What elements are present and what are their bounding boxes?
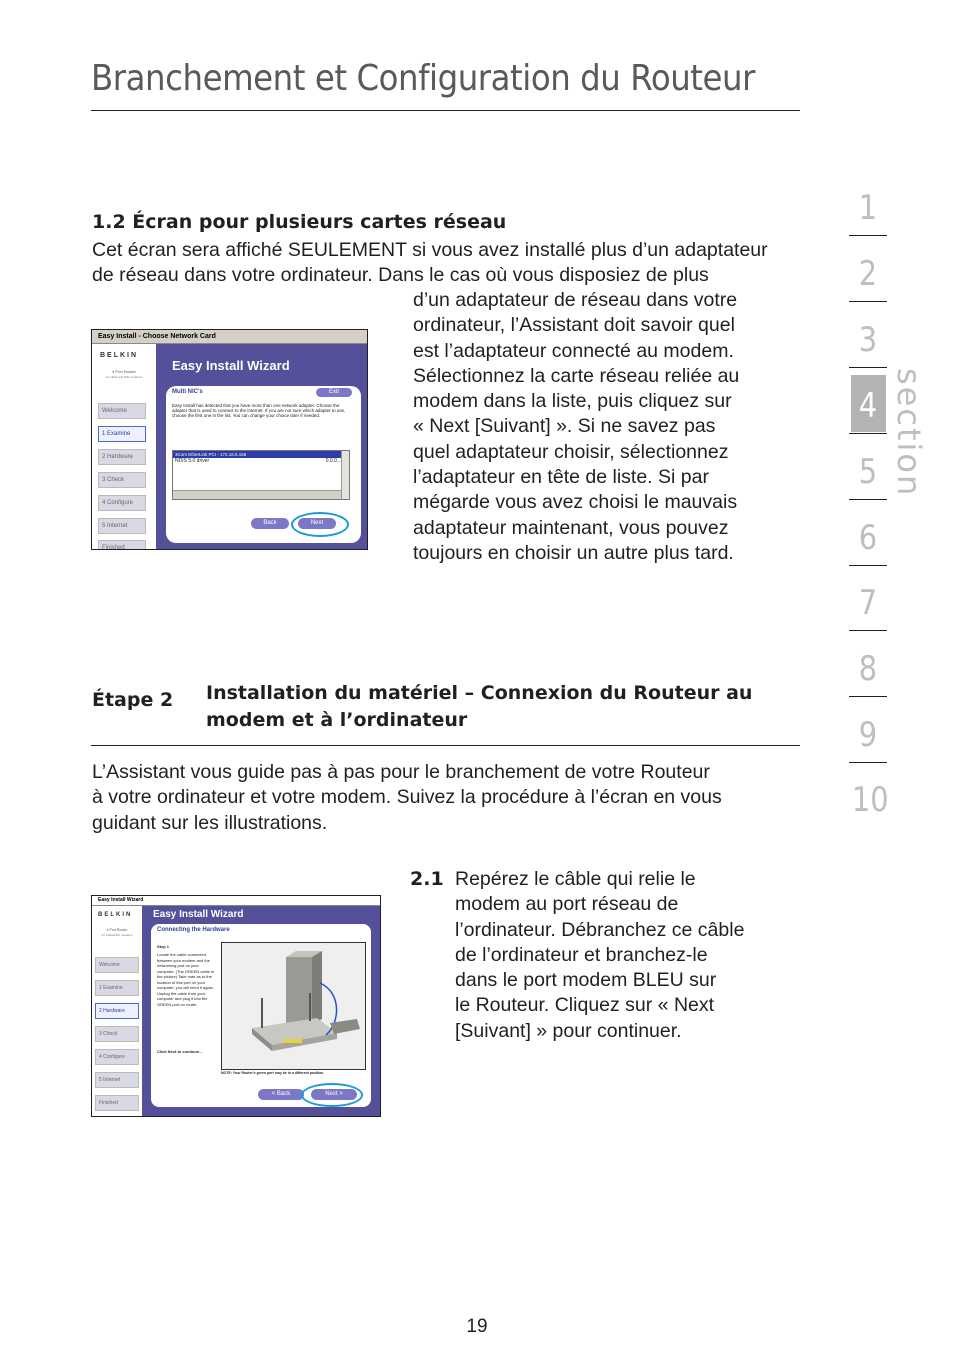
step-check: 3 Check: [95, 1026, 139, 1042]
window-title: Easy Install - Choose Network Card: [92, 330, 367, 344]
adapter-list-row[interactable]: 3Com EtherLink PCI - 172.16.5.155: [173, 451, 349, 458]
brand-sub2: for cable and DSL modems: [105, 375, 143, 379]
screenshot-connecting-hardware: [91, 895, 381, 1117]
list-vertical-scrollbar[interactable]: [341, 451, 349, 499]
section-heading-1-2: 1.2 Écran pour plusieurs cartes réseau: [92, 211, 507, 233]
step-hardware: 2 Hardware: [98, 449, 146, 465]
section-nav-item-3: 3: [858, 320, 878, 360]
page-title: Branchement et Configuration du Routeur: [91, 58, 755, 99]
adapter-list[interactable]: [172, 450, 350, 500]
wizard-title: Easy Install Wizard: [153, 909, 244, 920]
substep-paragraph: Repérez le câble qui relie le modem au port réseau de l’ordinateur. Débranchez ce câble de l’ordinateur et branchez-le dans le port modem BLEU sur le Routeur. Cliquez sur « Next [Suivant] » pour continuer.: [455, 868, 745, 1042]
panel-message: Easy Install has detected that you have more than one network adapter. Choose the adapter that is used to connect to the Internet. If you are not sure which adapter to use, choose the first one in the list. You can change your choice later if needed.: [172, 403, 346, 418]
paragraph-1-2-body: d’un adaptateur de réseau dans votre ordinateur, l’Assistant doit savoir quel est l’adaptateur connecté au modem. Sélectionnez la carte réseau reliée au modem dans la liste, puis cliquez sur « Next [Suivant] ». Si ne savez pas quel adaptateur choisir, sélectionnez l’adaptateur en tête de liste. Si par mégarde vous avez choisi le mauvais adaptateur maintenant, vous pouvez toujours en choisir un autre plus tard.: [413, 289, 740, 564]
section-nav-divider: [849, 565, 887, 566]
step-configure: 4 Configure: [98, 495, 146, 511]
step-configure: 4 Configure: [95, 1049, 139, 1065]
step-heading: Installation du matériel – Connexion du Routeur au modem et à l’ordinateur: [206, 682, 753, 731]
step-label: Étape 2: [92, 689, 174, 711]
section-nav-item-1: 1: [858, 188, 878, 228]
step-examine: 1 Examine: [95, 980, 139, 996]
brand-sub2: for Cable/DSL modems: [101, 933, 133, 937]
wizard-main: [156, 344, 367, 549]
step-title: Step 1: [157, 944, 170, 949]
highlight-circle: [301, 1083, 363, 1107]
section-nav-item-10: 10: [851, 780, 889, 820]
page-number: 19: [466, 1316, 488, 1337]
step-rule: [91, 745, 800, 746]
section-nav-item-6: 6: [858, 518, 878, 558]
step-finished: Finished: [98, 540, 146, 550]
belkin-logo: BELKIN: [98, 912, 133, 918]
step-paragraph: L’Assistant vous guide pas à pas pour le branchement de votre Routeur à votre ordinateur et votre modem. Suivez la procédure à l’écran en vous guidant sur les illustrations.: [92, 761, 722, 834]
panel-title: Connecting the Hardware: [157, 927, 230, 933]
back-button[interactable]: Back: [251, 518, 289, 529]
list-horizontal-scrollbar[interactable]: [173, 490, 349, 499]
window-title: Easy Install Wizard: [92, 896, 380, 906]
step-finished: Finished: [95, 1095, 139, 1111]
highlight-circle: [291, 512, 349, 537]
step-welcome: Welcome: [98, 403, 146, 419]
click-next-hint: Click Next to continue...: [157, 1049, 203, 1054]
step-internet: 5 Internet: [98, 518, 146, 534]
computer-tower: [286, 957, 312, 1025]
adapter-value: 0.0.0...: [325, 458, 341, 464]
step-examine: 1 Examine: [98, 426, 146, 442]
wizard-panel: [151, 924, 371, 1107]
adapter-name: NDIS 5.0 driver: [175, 458, 210, 464]
step-welcome: Welcome: [95, 957, 139, 973]
wizard-sidebar: [92, 906, 142, 1116]
exit-button[interactable]: Exit: [316, 388, 352, 397]
section-label: section: [890, 368, 928, 498]
section-nav-divider: [849, 630, 887, 631]
step-hardware: 2 Hardware: [95, 1003, 139, 1019]
section-nav-item-5: 5: [858, 452, 878, 492]
step-check: 3 Check: [98, 472, 146, 488]
note: NOTE: Your Router's green port may be in a different position: [221, 1071, 324, 1075]
router-ports: [284, 1039, 302, 1043]
section-nav-item-7: 7: [858, 583, 878, 623]
belkin-logo: BELKIN: [100, 352, 139, 359]
hardware-illustration: [221, 942, 366, 1070]
section-nav-divider: [849, 696, 887, 697]
section-nav-item-4: 4: [858, 386, 878, 426]
section-nav-item-9: 9: [858, 715, 878, 755]
section-nav-item-8: 8: [858, 649, 878, 689]
paragraph-1-2-intro: Cet écran sera affiché SEULEMENT si vous avez installé plus d’un adaptateur de réseau dans votre ordinateur. Dans le cas où vous disposiez de plus: [92, 239, 768, 287]
back-button[interactable]: < Back: [258, 1089, 304, 1100]
brand-sub: 4 Port Router: [106, 928, 128, 932]
wizard-main: [142, 906, 380, 1116]
wizard-sidebar: [92, 344, 156, 549]
section-nav-divider: [849, 367, 887, 368]
computer-side: [312, 951, 322, 1025]
section-nav-divider: [849, 499, 887, 500]
brand-sub: 4 Port Router: [112, 369, 136, 374]
next-button[interactable]: Next >: [311, 1089, 357, 1100]
section-nav-divider: [849, 762, 887, 763]
next-button[interactable]: Next: [298, 518, 336, 529]
adapter-list-row[interactable]: [173, 458, 349, 465]
substep-number: 2.1: [410, 868, 444, 890]
section-nav-divider: [849, 433, 887, 434]
panel-title: Multi NIC's: [172, 389, 203, 395]
instructions: Locate the cable connected between your modem and the networking port on your computer. (The GREEN cable in the picture) Take note as to the location of this port on your computer, you will need it again. Unplug the cable from your computer and plug it into the GREEN port on router.: [157, 952, 215, 1007]
screenshot-choose-network-card: [91, 329, 368, 550]
section-nav-divider: [849, 301, 887, 302]
wizard-title: Easy Install Wizard: [172, 358, 290, 373]
title-rule: [91, 110, 800, 111]
step-internet: 5 Internet: [95, 1072, 139, 1088]
section-nav-divider: [849, 235, 887, 236]
wizard-panel: [166, 386, 361, 543]
section-nav-item-2: 2: [858, 254, 878, 294]
